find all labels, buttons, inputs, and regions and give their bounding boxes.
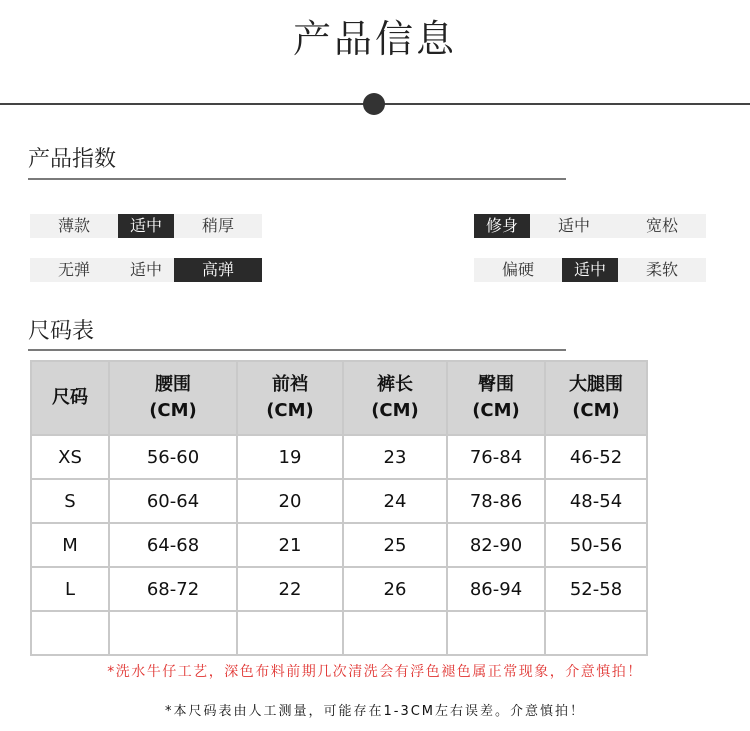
table-cell: XS: [31, 435, 109, 479]
index-chip-thin: 薄款: [30, 214, 118, 238]
table-cell: S: [31, 479, 109, 523]
header-length: 裤长 (CM): [343, 361, 447, 435]
index-chip-loose: 宽松: [618, 214, 706, 238]
index-chip-soft: 柔软: [618, 258, 706, 282]
table-cell: 60-64: [109, 479, 237, 523]
table-row: [31, 567, 647, 611]
table-cell: [109, 611, 237, 655]
table-cell: 64-68: [109, 523, 237, 567]
index-chip-stiff: 偏硬: [474, 258, 562, 282]
table-cell: [343, 611, 447, 655]
table-cell: 68-72: [109, 567, 237, 611]
table-row: [31, 479, 647, 523]
section-title-size: 尺码表: [28, 319, 95, 344]
table-cell: 78-86: [447, 479, 545, 523]
measurement-note: *本尺码表由人工测量，可能存在1-3CM左右误差。介意慎拍！: [164, 704, 586, 719]
index-chip-medium-stretch: 适中: [118, 258, 174, 282]
index-chip-no-stretch: 无弹: [30, 258, 118, 282]
header-hip: 臀围 (CM): [447, 361, 545, 435]
table-cell: 21: [237, 523, 343, 567]
index-row-hand: [474, 258, 706, 282]
header-waist: 腰围 (CM): [109, 361, 237, 435]
section-underline-index: [28, 178, 566, 180]
table-cell: 50-56: [545, 523, 647, 567]
table-cell: M: [31, 523, 109, 567]
index-chip-medium-thickness: 适中: [118, 214, 174, 238]
table-cell: L: [31, 567, 109, 611]
size-table: [30, 360, 648, 656]
table-row: [31, 435, 647, 479]
wash-care-note: *洗水牛仔工艺，深色布料前期几次清洗会有浮色褪色属正常现象，介意慎拍！: [107, 664, 643, 680]
index-chip-regular-fit: 适中: [530, 214, 618, 238]
index-chip-medium-hand: 适中: [562, 258, 618, 282]
index-chip-slim: 修身: [474, 214, 530, 238]
table-cell: 86-94: [447, 567, 545, 611]
index-row-thickness: [30, 214, 262, 238]
table-cell: 19: [237, 435, 343, 479]
table-cell: 26: [343, 567, 447, 611]
index-chip-thick: 稍厚: [174, 214, 262, 238]
table-cell: 76-84: [447, 435, 545, 479]
size-table-header-row: [31, 361, 647, 435]
table-cell: 46-52: [545, 435, 647, 479]
table-cell: [545, 611, 647, 655]
table-row: [31, 523, 647, 567]
index-row-stretch: [30, 258, 262, 282]
table-cell: 22: [237, 567, 343, 611]
table-cell: 52-58: [545, 567, 647, 611]
index-chip-high-stretch: 高弹: [174, 258, 262, 282]
table-cell: [237, 611, 343, 655]
table-cell: 56-60: [109, 435, 237, 479]
section-title-index: 产品指数: [28, 147, 117, 172]
table-cell: 20: [237, 479, 343, 523]
table-row-empty: [31, 611, 647, 655]
header-thigh: 大腿围 (CM): [545, 361, 647, 435]
table-cell: 24: [343, 479, 447, 523]
divider-dot: [363, 93, 385, 115]
table-cell: 23: [343, 435, 447, 479]
table-cell: 82-90: [447, 523, 545, 567]
page-title: 产品信息: [292, 17, 457, 61]
table-cell: 48-54: [545, 479, 647, 523]
table-cell: [31, 611, 109, 655]
section-underline-size: [28, 349, 566, 351]
table-cell: [447, 611, 545, 655]
table-cell: 25: [343, 523, 447, 567]
header-size: 尺码: [31, 361, 109, 435]
index-row-fit: [474, 214, 706, 238]
header-front-rise: 前裆 (CM): [237, 361, 343, 435]
